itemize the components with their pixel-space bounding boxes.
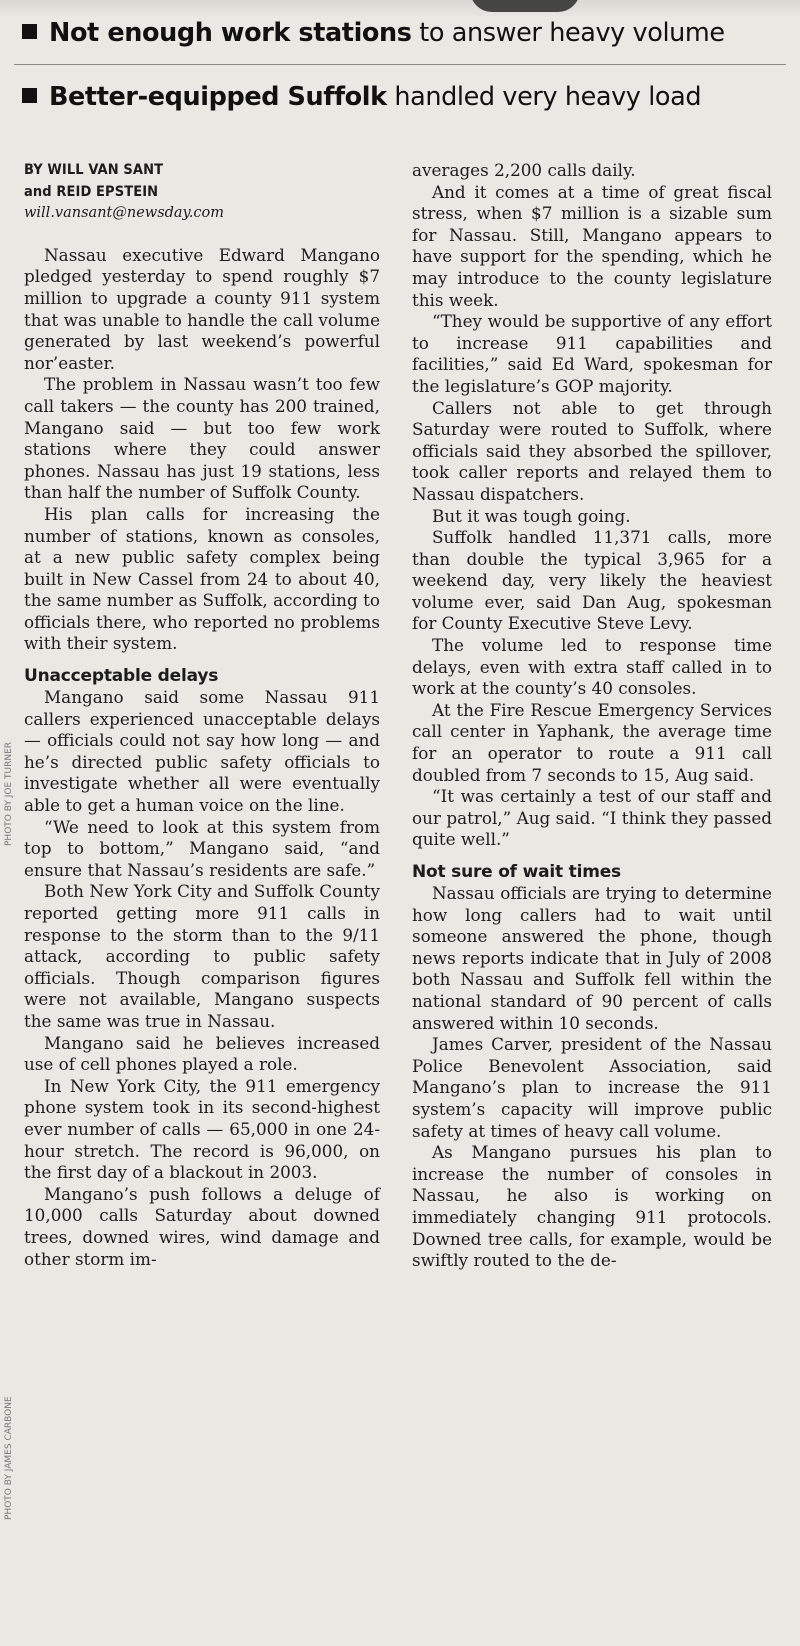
page-top-edge xyxy=(0,0,800,18)
section-subhead: Unacceptable delays xyxy=(24,666,219,687)
article-paragraph: Mangano said he believes increased use of cell phones played a role. xyxy=(24,1032,380,1075)
article-paragraph: “They would be supportive of any effort to increase 911 capabilities and facilities,” said Ed Ward, spokesman for the legislature’s GOP majority. xyxy=(412,311,772,396)
article-column-right xyxy=(412,160,772,1272)
deck-headline-2-rest: handled very heavy load xyxy=(386,82,702,112)
headline-divider xyxy=(14,64,786,65)
deck-headline-2-bold: Better-equipped Suffolk xyxy=(49,82,387,112)
article-paragraph: Nassau executive Edward Mangano pledged yesterday to spend roughly $7 million to upgrade a county 911 system that was unable to handle the call volume generated by last weekend’s powerful nor’easter. xyxy=(24,244,381,373)
square-bullet-icon xyxy=(22,88,37,103)
article-paragraph: As Mangano pursues his plan to increase the number of consoles in Nassau, he also is working on immediately changing 911 protocols. Downed tree calls, for example, would be swiftly routed to the de- xyxy=(412,1142,772,1271)
article-paragraph: Mangano said some Nassau 911 callers experienced unacceptable delays — officials could not say how long — and he’s directed public safety officials to investigate whether all were eventually able to get a human voice on the line. xyxy=(24,687,380,816)
article-paragraph: averages 2,200 calls daily. xyxy=(412,160,636,180)
article-paragraph: In New York City, the 911 emergency phone system took in its second-highest ever number of calls — 65,000 in one 24-hour stretch. The record is 96,000, on the first day of a blackout in 2003. xyxy=(24,1075,380,1183)
square-bullet-icon xyxy=(22,24,37,39)
article-paragraph: “We need to look at this system from top to bottom,” Mangano said, “and ensure that Nassau’s residents are safe.” xyxy=(24,816,380,880)
deck-headline-1-rest: to answer heavy volume xyxy=(411,18,725,48)
article-paragraph: Both New York City and Suffolk County reported getting more 911 calls in response to the storm than to the 9/11 attack, according to public safety officials. Though comparison figures were not available, Mangano suspects the same was true in Nassau. xyxy=(24,881,380,1031)
article-paragraph: Mangano’s push follows a deluge of 10,000 calls Saturday about downed trees, downed wires, wind damage and other storm im- xyxy=(24,1183,380,1269)
photo-credit-2: PHOTO BY JAMES CARBONE xyxy=(4,1396,14,1520)
byline-email: will.vansant@newsday.com xyxy=(24,205,225,222)
deck-headline-1-bold: Not enough work stations xyxy=(49,18,412,48)
byline-author-2: and REID EPSTEIN xyxy=(24,183,159,200)
byline-author-1: BY WILL VAN SANT xyxy=(24,162,164,178)
section-subhead: Not sure of wait times xyxy=(412,862,621,882)
article-paragraph: James Carver, president of the Nassau Police Benevolent Association, said Mangano’s plan to increase the 911 system’s capacity will improve public safety at times of heavy call volume. xyxy=(412,1034,772,1141)
adjacent-page-artifact xyxy=(470,0,580,12)
article-paragraph: And it comes at a time of great fiscal stress, when $7 million is a sizable sum for Nassau. Still, Mangano appears to have support for the spending, which he may introduce to the county legislature this week. xyxy=(412,181,772,310)
photo-credit-1: PHOTO BY JOE TURNER xyxy=(4,741,14,846)
article-paragraph: Suffolk handled 11,371 calls, more than double the typical 3,965 for a weekend day, very likely the heaviest volume ever, said Dan Aug, spokesman for County Executive Steve Levy. xyxy=(412,527,772,634)
article-paragraph: Callers not able to get through Saturday were routed to Suffolk, where officials said they absorbed the spillover, took caller reports and relayed them to Nassau dispatchers. xyxy=(412,397,772,504)
article-paragraph: “It was certainly a test of our staff and our patrol,” Aug said. “I think they passed quite well.” xyxy=(412,786,772,850)
article-paragraph: At the Fire Rescue Emergency Services call center in Yaphank, the average time for an operator to route a 911 call doubled from 7 seconds to 15, Aug said. xyxy=(412,699,772,785)
article-paragraph: The problem in Nassau wasn’t too few call takers — the county has 200 trained, Mangano said — but too few work stations where they could answer phones. Nassau has just 19 stations, less than half the number of Suffolk County. xyxy=(24,374,380,503)
article-paragraph: His plan calls for increasing the number of stations, known as consoles, at a new public safety complex being built in New Cassel from 24 to about 40, the same number as Suffolk, according to officials there, who reported no problems with their system. xyxy=(24,503,380,654)
article-paragraph: Nassau officials are trying to determine how long callers had to wait until someone answered the phone, though news reports indicate that in July of 2008 both Nassau and Suffolk fell within the national standard of 90 percent of calls answered within 10 seconds. xyxy=(412,883,772,1033)
article-column-left xyxy=(24,160,380,1270)
deck-headline-1 xyxy=(22,17,725,49)
article-paragraph: But it was tough going. xyxy=(432,505,631,526)
deck-headline-2 xyxy=(22,81,701,113)
article-paragraph: The volume led to response time delays, even with extra staff called in to work at the county’s 40 consoles. xyxy=(412,635,772,699)
